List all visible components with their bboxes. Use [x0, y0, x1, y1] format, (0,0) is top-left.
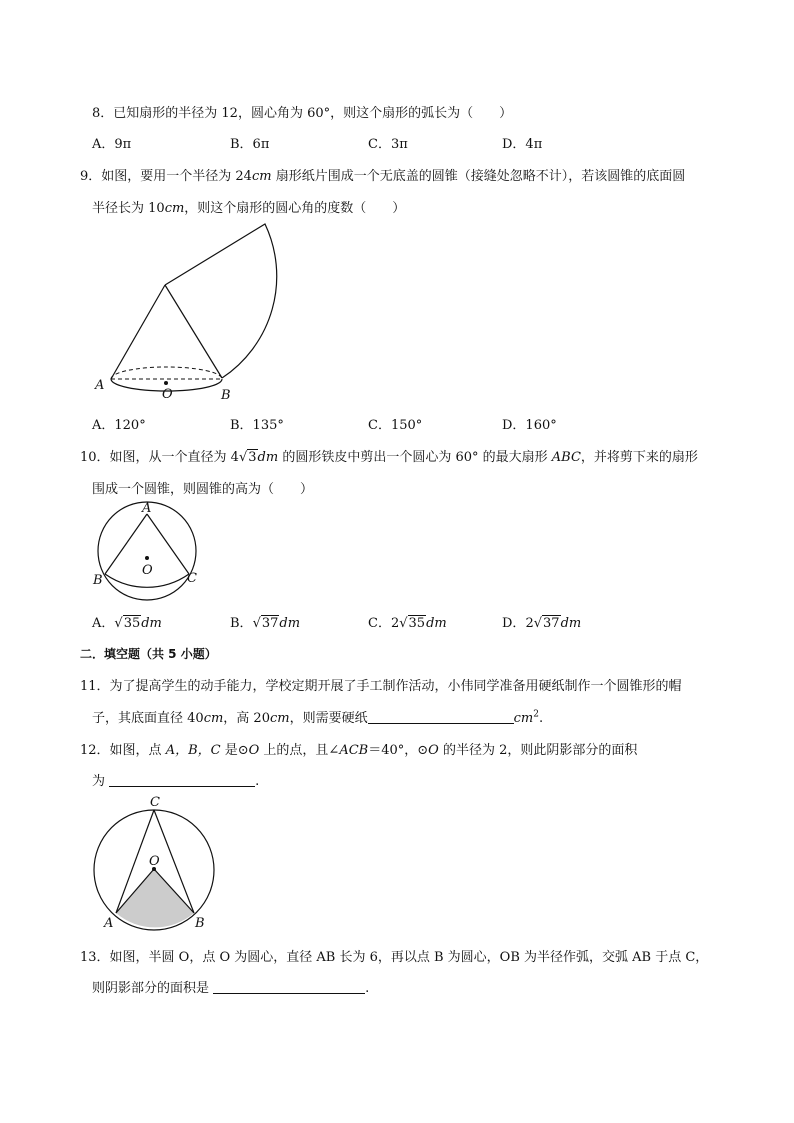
q10-line1-b: 的圆形铁皮中剪出一个圆心为 60° 的最大扇形 — [278, 450, 552, 465]
q10-option-c-prefix: C． — [368, 616, 391, 631]
q10-sqrt-radicand: 3 — [248, 450, 257, 465]
q9-line2-b: ，则这个扇形的圆心角的度数（ ） — [184, 201, 406, 216]
q9-line1-b: 扇形纸片围成一个无底盖的圆锥（接缝处忽略不计），若该圆锥的底面圆 — [271, 169, 686, 184]
q10-line1-unit: dm — [257, 450, 279, 465]
q12-shaded-region — [116, 869, 194, 927]
q10-option-c-coef: 2 — [390, 616, 400, 631]
q9-option-c: C．150° — [368, 418, 423, 433]
q12-label-a: A — [104, 916, 114, 931]
q12-line1-o: O — [248, 743, 260, 758]
q9-label-a: A — [95, 378, 105, 393]
q9-option-b: B．135° — [230, 418, 284, 433]
q10-line1-a: 10．如图，从一个直径为 4 — [80, 450, 239, 465]
q9-label-o: O — [162, 387, 173, 402]
q11-answer-unit-exp: 2 — [533, 709, 539, 720]
q10-option-a-sqrt: √35 — [114, 616, 141, 631]
q10-label-b: B — [93, 573, 103, 588]
q10-option-b-unit: dm — [279, 616, 301, 631]
q9-option-d: D．160° — [502, 418, 557, 433]
q11-line2-end: . — [538, 711, 544, 726]
q11-line2-b: ，高 20 — [223, 711, 270, 726]
q11-line2-u2: cm — [269, 711, 290, 726]
q9-label-b: B — [221, 388, 231, 403]
q11-answer-unit: cm — [513, 711, 534, 726]
q13-answer-blank[interactable] — [213, 980, 365, 994]
q10-option-c-sqrt: √35 — [399, 616, 426, 631]
q9-line1-unit: cm — [251, 169, 272, 184]
q12-line1-b: 是⊙ — [220, 743, 249, 758]
q10-option-d-sqrt: √37 — [533, 616, 560, 631]
q12-line2-end: . — [255, 774, 260, 789]
q10-line1-c: ，并将剪下来的扇形 — [580, 450, 698, 465]
q12-line1-o2: O — [428, 743, 439, 758]
q8-option-d: D．4π — [502, 137, 543, 152]
q10-option-a-prefix: A． — [92, 616, 115, 631]
q13-line2-end: . — [365, 981, 370, 996]
q12-line1-a: 12．如图，点 — [80, 743, 166, 758]
q13-stem-line1: 13．如图，半圆 O，点 O 为圆心，直径 AB 长为 6，再以点 B 为圆心，OB 为半径作弧，交弧 AB 于点 C， — [80, 950, 709, 965]
q11-line2-a: 子，其底面直径 40 — [92, 711, 204, 726]
q13-stem-line2 — [92, 977, 369, 996]
q8-option-a: A．9π — [92, 137, 132, 152]
q13-line2-a: 则阴影部分的面积是 — [92, 981, 210, 996]
q10-option-d-prefix: D． — [502, 616, 526, 631]
q10-option-c-unit: dm — [426, 616, 447, 631]
q10-option-b-radicand: 37 — [261, 616, 279, 631]
q12-line1-acb: ACB — [339, 743, 369, 758]
q10-option-b-prefix: B． — [230, 616, 253, 631]
q12-line1-e: 的半径为 2，则此阴影部分的面积 — [438, 743, 638, 758]
q12-line2-a: 为 — [92, 774, 106, 789]
q10-option-a-unit: dm — [141, 616, 162, 631]
q11-line2-c: ，则需要硬纸 — [289, 711, 368, 726]
q10-option-d-radicand: 37 — [543, 616, 560, 631]
q10-option-c-radicand: 35 — [408, 616, 426, 631]
q10-label-o: O — [142, 563, 153, 578]
q12-line1-c: 上的点，且∠ — [259, 743, 340, 758]
q9-line1-a: 9．如图，要用一个半径为 24 — [80, 169, 252, 184]
q10-sqrt: √3 — [238, 450, 257, 465]
q9-line2-unit: cm — [164, 201, 185, 216]
q8-stem: 8．已知扇形的半径为 12，圆心角为 60°，则这个扇形的弧长为（ ） — [92, 106, 513, 121]
q9-line2-a: 半径长为 10 — [92, 201, 165, 216]
q8-option-b: B．6π — [230, 137, 270, 152]
q12-line1-d: ＝40°，⊙ — [368, 743, 429, 758]
q12-line1-pts: A，B，C — [165, 743, 221, 758]
q12-label-b: B — [195, 916, 205, 931]
q10-option-b-sqrt: √37 — [252, 616, 279, 631]
section-title-fill-in: 二．填空题（共 5 小题） — [80, 647, 217, 661]
q12-label-c: C — [150, 795, 160, 810]
q8-option-c: C．3π — [368, 137, 408, 152]
q10-stem-line2: 围成一个圆锥，则圆锥的高为（ ） — [92, 482, 314, 497]
q10-line1-abc: ABC — [551, 450, 581, 465]
q10-label-c: C — [187, 571, 197, 586]
q9-option-a: A．120° — [92, 418, 146, 433]
q10-label-a: A — [142, 501, 152, 516]
q12-label-o: O — [149, 854, 160, 869]
q10-option-d-coef: 2 — [525, 616, 534, 631]
q11-stem-line1: 11．为了提高学生的动手能力，学校定期开展了手工制作活动，小伟同学准备用硬纸制作一个圆锥形的帽 — [80, 679, 682, 694]
q11-line2-u1: cm — [203, 711, 224, 726]
q10-option-d-unit: dm — [560, 616, 582, 631]
q10-option-a-radicand: 35 — [123, 616, 141, 631]
